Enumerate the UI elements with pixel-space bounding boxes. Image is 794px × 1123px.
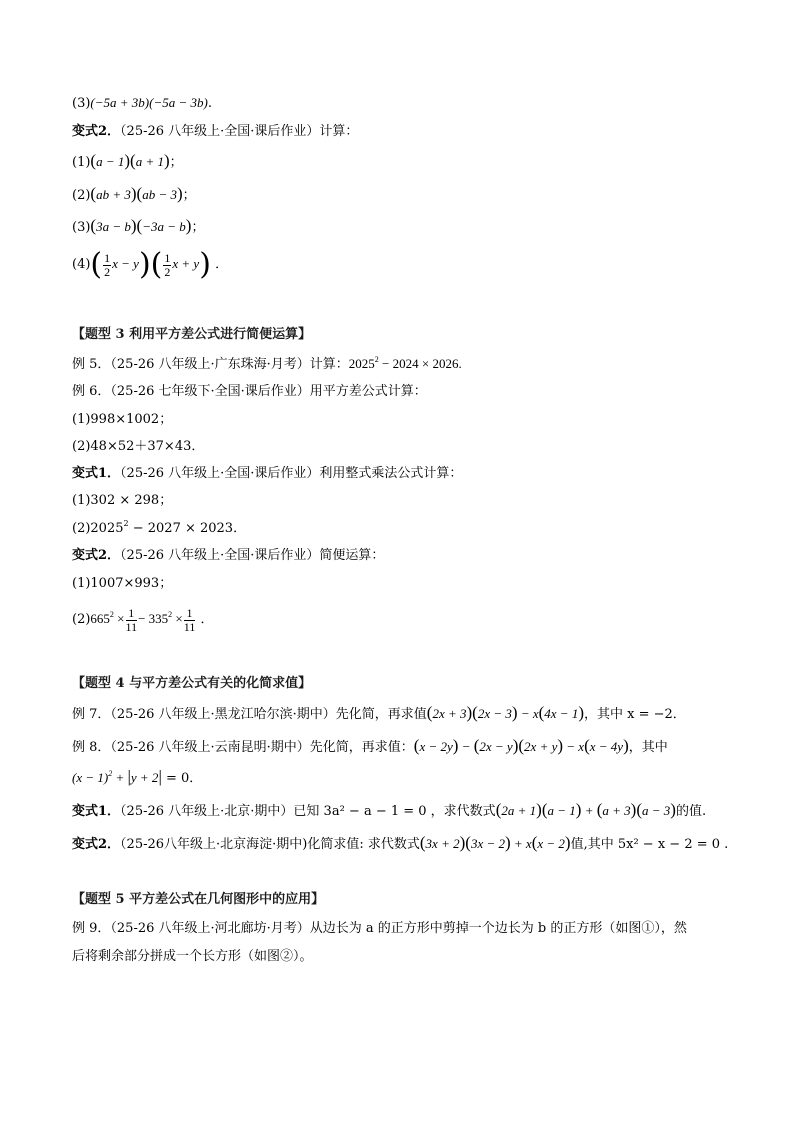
- example-7: 例 7．（25-26 八年级上·黑龙江哈尔滨·期中）先化简，再求值(2x + 3)(2x − 3) − x(4x − 1)，其中 x = −2．: [72, 703, 686, 722]
- variant4-1: 变式1．（25-26 八年级上·北京·期中）已知 3a² − a − 1 = 0 ，求代数式(2a + 1)(a − 1) + (a + 3)(a − 3)的值.: [72, 800, 707, 819]
- section-heading-4: 【题型 4 与平方差公式有关的化简求值】: [72, 676, 312, 691]
- variant3-2-title: 变式2．（25-26 八年级上·全国·课后作业）简便运算：: [72, 548, 385, 563]
- variant3-2-item-2: $(2)665^2$ × $\frac{1}{11}$ − $335^2$ × $\frac{1}{11}$ ．: [72, 605, 214, 634]
- section-heading-3: 【题型 3 利用平方差公式进行简便运算】: [72, 327, 312, 342]
- example-6: 例 6．（25-26 七年级下·全国·课后作业）用平方差公式计算：: [72, 384, 427, 399]
- variant3-1-title: 变式1．（25-26 八年级上·全国·课后作业）利用整式乘法公式计算：: [72, 466, 463, 481]
- example-8-condition: $(x - 1)^2 + |y + 2| = 0$．: [72, 767, 203, 786]
- variant2-title: 变式2．（25-26 八年级上·全国·课后作业）计算：: [72, 124, 359, 139]
- variant1-item-3: (3)(−5a + 3b)(−5a − 3b).: [72, 95, 212, 111]
- variant2-item-1: (1)(a − 1)(a + 1)；: [72, 151, 183, 170]
- variant3-2-item-1: (1)1007×993；: [72, 576, 173, 591]
- example-9-line-1: 例 9．（25-26 八年级上·河北廊坊·月考）从边长为 a 的正方形中剪掉一个边长为 b 的正方形（如图①），然: [72, 921, 687, 936]
- example-8: 例 8．（25-26 八年级上·云南昆明·期中）先化简，再求值：(x − 2y) − (2x − y)(2x + y) − x(x − 4y)，其中: [72, 736, 668, 755]
- variant2-item-3: (3)(3a − b)(−3a − b)；: [72, 216, 205, 235]
- variant4-2: 变式2．（25-26八年级上·北京海淀·期中)化简求值: 求代数式(3x + 2)(3x − 2) + x(x − 2)值,其中 5x² − x − 2 = 0 .: [72, 833, 729, 852]
- variant3-1-item-1: (1)302 × 298；: [72, 493, 173, 508]
- section-heading-5: 【题型 5 平方差公式在几何图形中的应用】: [72, 892, 325, 907]
- example-6-item-2: (2)48×52＋37×43．: [72, 439, 205, 454]
- variant3-1-item-2: $(2)2025^2 - 2027 \times 2023$．: [72, 519, 247, 536]
- example-6-item-1: (1)998×1002；: [72, 412, 173, 427]
- example-5: 例 5．（25-26 八年级上·广东珠海·月考）计算：$2025^2 - 2024 \times 2026$.: [72, 355, 462, 372]
- variant2-item-2: (2)(ab + 3)(ab − 3)；: [72, 184, 196, 203]
- variant2-item-4: (4)( $\frac{1}{2}$ x − y)( $\frac{1}{2}$ x + y) ．: [72, 247, 229, 282]
- example-9-line-2: 后将剩余部分拼成一个长方形（如图②）。: [72, 949, 313, 964]
